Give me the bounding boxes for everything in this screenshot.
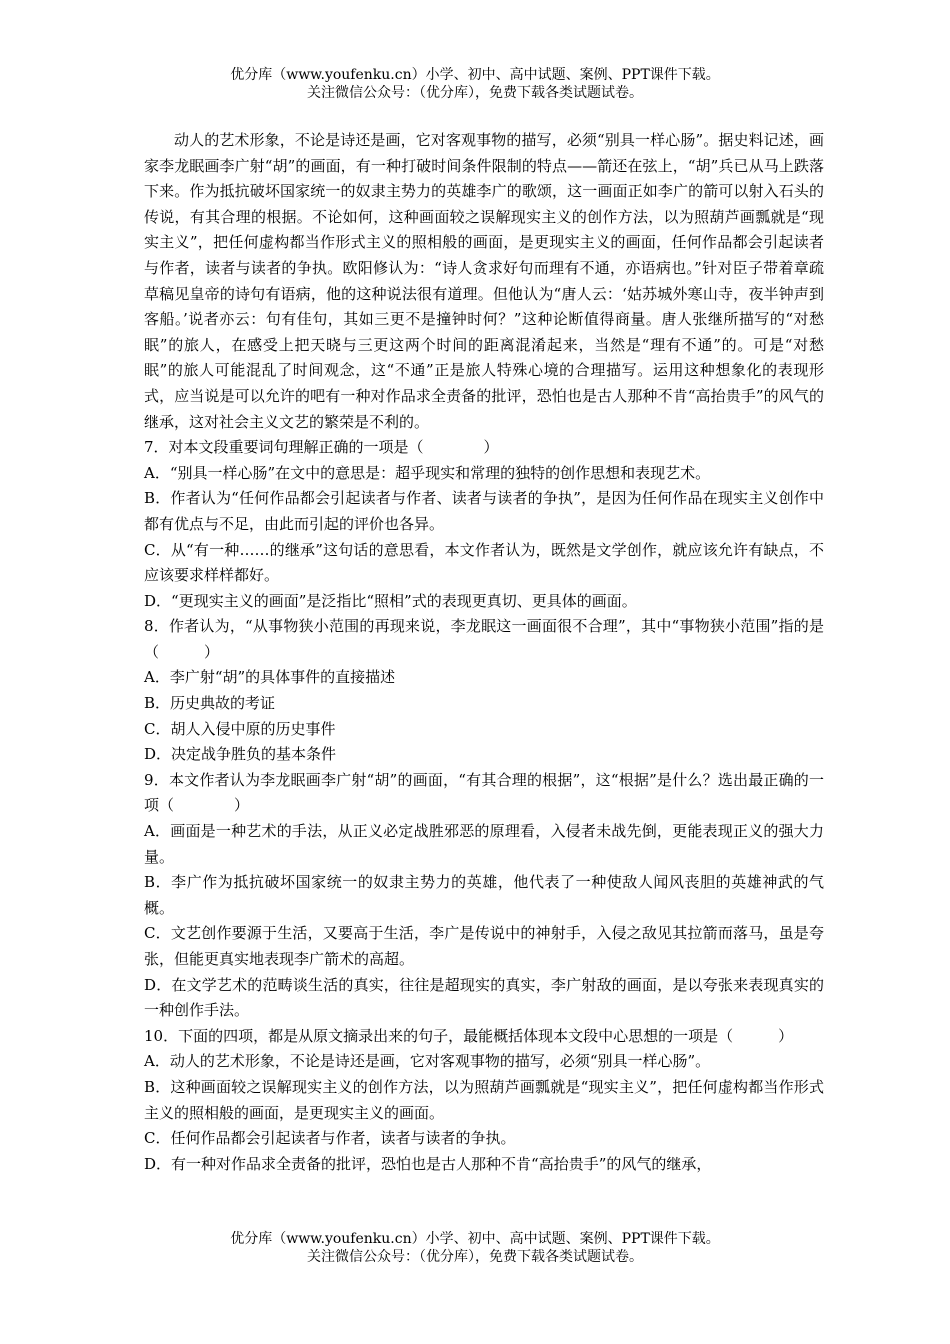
question-10	[144, 1024, 824, 1178]
option-b: B．历史典故的考证	[144, 694, 276, 713]
option-c: C．任何作品都会引起读者与作者，读者与读者的争执。	[144, 1129, 516, 1148]
question-7	[144, 435, 824, 614]
option-d: D．在文学艺术的范畴谈生活的真实，往往是超现实的真实，李广射敌的画面，是以夸张来表现真实的一种创作手法。	[144, 975, 824, 1020]
option-d: D．有一种对作品求全责备的批评，恐怕也是古人那种不肯“高抬贵手”的风气的继承，	[144, 1154, 712, 1173]
page-header	[0, 66, 950, 102]
option-a: A．李广射“胡”的具体事件的直接描述	[144, 668, 396, 687]
option-d: D．“更现实主义的画面”是泛指比“照相”式的表现更真切、更具体的画面。	[144, 591, 637, 610]
option-b: B．李广作为抵抗破坏国家统一的奴隶主势力的英雄，他代表了一种使敌人闻风丧胆的英雄神武的气概。	[144, 873, 824, 917]
footer-line-1: 优分库（www.youfenku.cn）小学、初中、高中试题、案例、PPT课件下载。	[230, 1231, 720, 1247]
option-c: C．胡人入侵中原的历史事件	[144, 719, 336, 738]
option-b: B．作者认为“任何作品都会引起读者与作者、读者与读者的争执”，是因为任何作品在现实主义创作中都有优点与不足，由此而引起的评价也各异。	[144, 489, 824, 533]
header-line-1: 优分库（www.youfenku.cn）小学、初中、高中试题、案例、PPT课件下载。	[230, 67, 720, 83]
question-stem: 10．下面的四项，都是从原文摘录出来的句子，最能概括体现本文段中心思想的一项是（ ）	[144, 1026, 794, 1045]
header-line-2: 关注微信公众号：（优分库），免费下载各类试题试卷。	[307, 85, 643, 101]
question-8	[144, 614, 824, 768]
option-b: B．这种画面较之误解现实主义的创作方法，以为照葫芦画瓢就是“现实主义”，把任何虚构都当作形式主义的照相般的画面，是更现实主义的画面。	[144, 1077, 824, 1122]
page-footer	[0, 1230, 950, 1266]
option-c: C．从“有一种……的继承”这句话的意思看，本文作者认为，既然是文学创作，就应该允许有缺点，不应该要求样样都好。	[144, 540, 824, 585]
document-body	[144, 128, 824, 1177]
option-a: A．画面是一种艺术的手法，从正义必定战胜邪恶的原理看，入侵者未战先倒，更能表现正义的强大力量。	[144, 822, 824, 866]
option-d: D．决定战争胜负的基本条件	[144, 745, 337, 764]
option-a: A．“别具一样心肠”在文中的意思是：超乎现实和常理的独特的创作思想和表现艺术。	[144, 463, 711, 482]
question-stem: 8．作者认为，“从事物狭小范围的再现来说，李龙眠这一画面很不合理”，其中“事物狭小范围”指的是（ ）	[144, 617, 824, 661]
question-9	[144, 768, 824, 1024]
question-stem: 7．对本文段重要词句理解正确的一项是（ ）	[144, 438, 499, 457]
footer-line-2: 关注微信公众号：（优分库），免费下载各类试题试卷。	[307, 1249, 643, 1265]
option-c: C．文艺创作要源于生活，又要高于生活，李广是传说中的神射手，入侵之敌见其拉箭而落马，虽是夸张，但能更真实地表现李广箭术的高超。	[144, 924, 824, 968]
question-stem: 9．本文作者认为李龙眠画李广射“胡”的画面，“有其合理的根据”，这“根据”是什么？选出最正确的一项（ ）	[144, 770, 824, 815]
option-a: A．动人的艺术形象，不论是诗还是画，它对客观事物的描写，必须“别具一样心肠”。	[144, 1052, 711, 1071]
passage: 动人的艺术形象，不论是诗还是画，它对客观事物的描写，必须“别具一样心肠”。据史料记述，画家李龙眠画李广射“胡”的画面，有一种打破时间条件限制的特点——箭还在弦上，“胡”兵已从马上跌落下来。作为抵抗破坏国家统一的奴隶主势力的英雄李广的歌颂，这一画面正如李广的箭可以射入石头的传说，有其合理的根据。不论如何，这种画面较之误解现实主义的创作方法，以为照葫芦画瓢就是“现实主义”，把任何虚构都当作形式主义的照相般的画面，是更现实主义的画面，任何作品都会引起读者与作者，读者与读者的争执。欧阳修认为：“诗人贪求好句而理有不通，亦语病也。”针对臣子带着章疏草稿见皇帝的诗句有语病，他的这种说法很有道理。但他认为“唐人云：‘姑苏城外寒山寺，夜半钟声到客船。’说者亦云：句有佳句，其如三更不是撞钟时何？”这种论断值得商量。唐人张继所描写的“对愁眠”的旅人，在感受上把天晓与三更这两个时间的距离混淆起来，当然是“理有不通”的。可是“对愁眠”的旅人可能混乱了时间观念，这“不通”正是旅人特殊心境的合理描写。运用这种想象化的表现形式，应当说是可以允许的吧有一种对作品求全责备的批评，恐怕也是古人那种不肯“高抬贵手”的风气的继承，这对社会主义文艺的繁荣是不利的。	[144, 131, 824, 431]
